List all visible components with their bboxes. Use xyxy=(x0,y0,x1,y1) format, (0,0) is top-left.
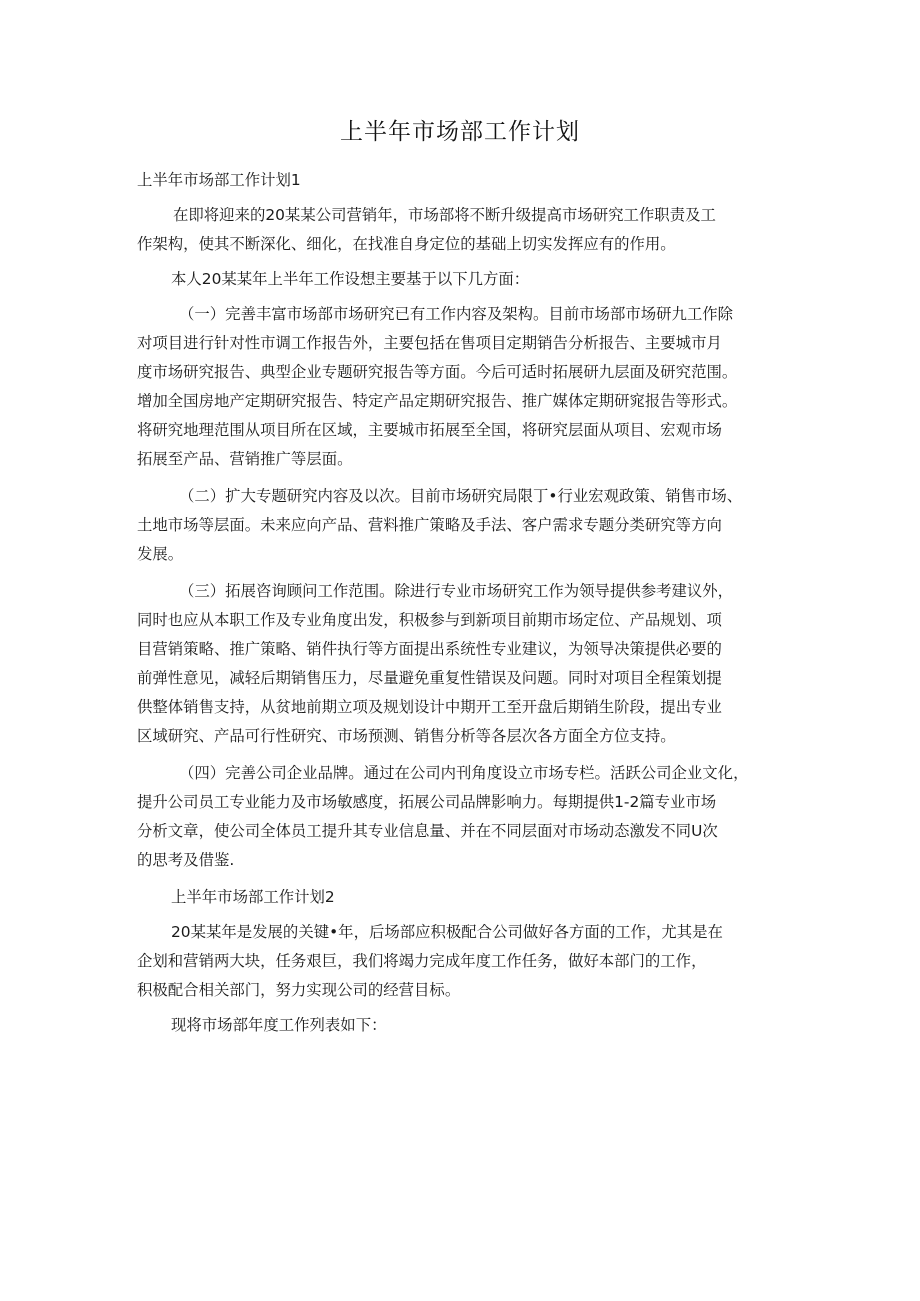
text-line: 企划和营销两大块，任务艰巨，我们将竭力完成年度工作任务，做好本部门的工作， xyxy=(137,952,707,970)
text-line: 将研究地理范围从项目所在区域，主要城市拓展至全国，将研究层面从项目、宏观市场 xyxy=(137,421,722,439)
text-line: （二）扩大专题研究内容及以次。目前市场研究局限丁•行业宏观政策、销售市场、 xyxy=(179,487,743,505)
text-line: 20某某年是发展的关键•年，后场部应积极配合公司做好各方面的工作，尤其是在 xyxy=(171,923,723,941)
paragraph-intro xyxy=(137,201,797,259)
text-line: 目营销策略、推广策略、销件执行等方面提出系统性专业建议，为领导决策提供必要的 xyxy=(137,640,722,658)
document-body xyxy=(137,166,797,1040)
text-line: 对项目进行针对性市调工作报告外，主要包括在售项目定期销告分析报告、主要城市月 xyxy=(137,334,722,352)
text-line: 积极配合相关部门，努力实现公司的经营目标。 xyxy=(137,981,461,999)
document-title: 上半年市场部工作计划 xyxy=(340,119,580,145)
text-line: 拓展至产品、营销推广等层面。 xyxy=(137,450,353,468)
text-line: 分析文章，使公司全体员工提升其专业信息量、并在不同层面对市场动态激发不同U次 xyxy=(137,822,718,840)
paragraph-plan-basis: 本人20某某年上半年工作设想主要基于以下几方面： xyxy=(171,270,530,288)
text-line: （四）完善公司企业品牌。通过在公司内刊角度设立市场专栏。活跃公司企业文化， xyxy=(179,764,749,782)
paragraph-section-2 xyxy=(137,918,797,1005)
paragraph-item-4 xyxy=(137,759,797,875)
text-line: 在即将迎来的20某某公司营销年，市场部将不断升级提高市场研究工作职责及工 xyxy=(173,206,716,224)
text-line: 土地市场等层面。未来应向产品、营料推广策略及手法、客户需求专题分类研究等方向 xyxy=(137,516,722,534)
text-line: 前弹性意见，减轻后期销售压力，尽量避免重复性错误及问题。同时对项目全程策划提 xyxy=(137,669,722,687)
text-line: 发展。 xyxy=(137,545,184,563)
text-line: 的思考及借鉴. xyxy=(137,851,235,869)
text-line: （一）完善丰富市场部市场研究已有工作内容及架构。目前市场部市场研九工作除 xyxy=(179,305,734,323)
text-line: 供整体销售支持，从贫地前期立项及规划设计中期开工至开盘后期销生阶段，提出专业 xyxy=(137,698,722,716)
paragraph-item-3 xyxy=(137,577,797,751)
section-heading-2: 上半年市场部工作计划2 xyxy=(171,888,335,906)
paragraph-item-2 xyxy=(137,482,797,569)
text-line: 区域研究、产品可行性研究、市场预测、销售分析等各层次各方面全方位支持。 xyxy=(137,727,676,745)
section-heading-1: 上半年市场部工作计划1 xyxy=(137,171,301,189)
text-line: （三）拓展咨询顾问工作范围。除进行专业市场研究工作为领导提供参考建议外， xyxy=(179,582,734,600)
text-line: 作架构，使其不断深化、细化，在找准自身定位的基础上切实发挥应有的作用。 xyxy=(137,235,676,253)
text-line: 增加全国房地产定期研究报告、特定产品定期研究报告、推广媒体定期研窕报告等形式。 xyxy=(137,392,738,410)
text-line: 度市场研究报告、典型企业专题研究报告等方面。今后可适时拓展研九层面及研究范围。 xyxy=(137,363,738,381)
paragraph-list-intro: 现将市场部年度工作列表如下： xyxy=(171,1016,387,1034)
text-line: 同时也应从本职工作及专业角度出发，积极参与到新项目前期市场定位、产品规划、项 xyxy=(137,611,722,629)
paragraph-item-1 xyxy=(137,300,797,474)
text-line: 提升公司员工专业能力及市场敏感度，拓展公司品牌影响力。每期提供1-2篇专业市场 xyxy=(137,793,717,811)
